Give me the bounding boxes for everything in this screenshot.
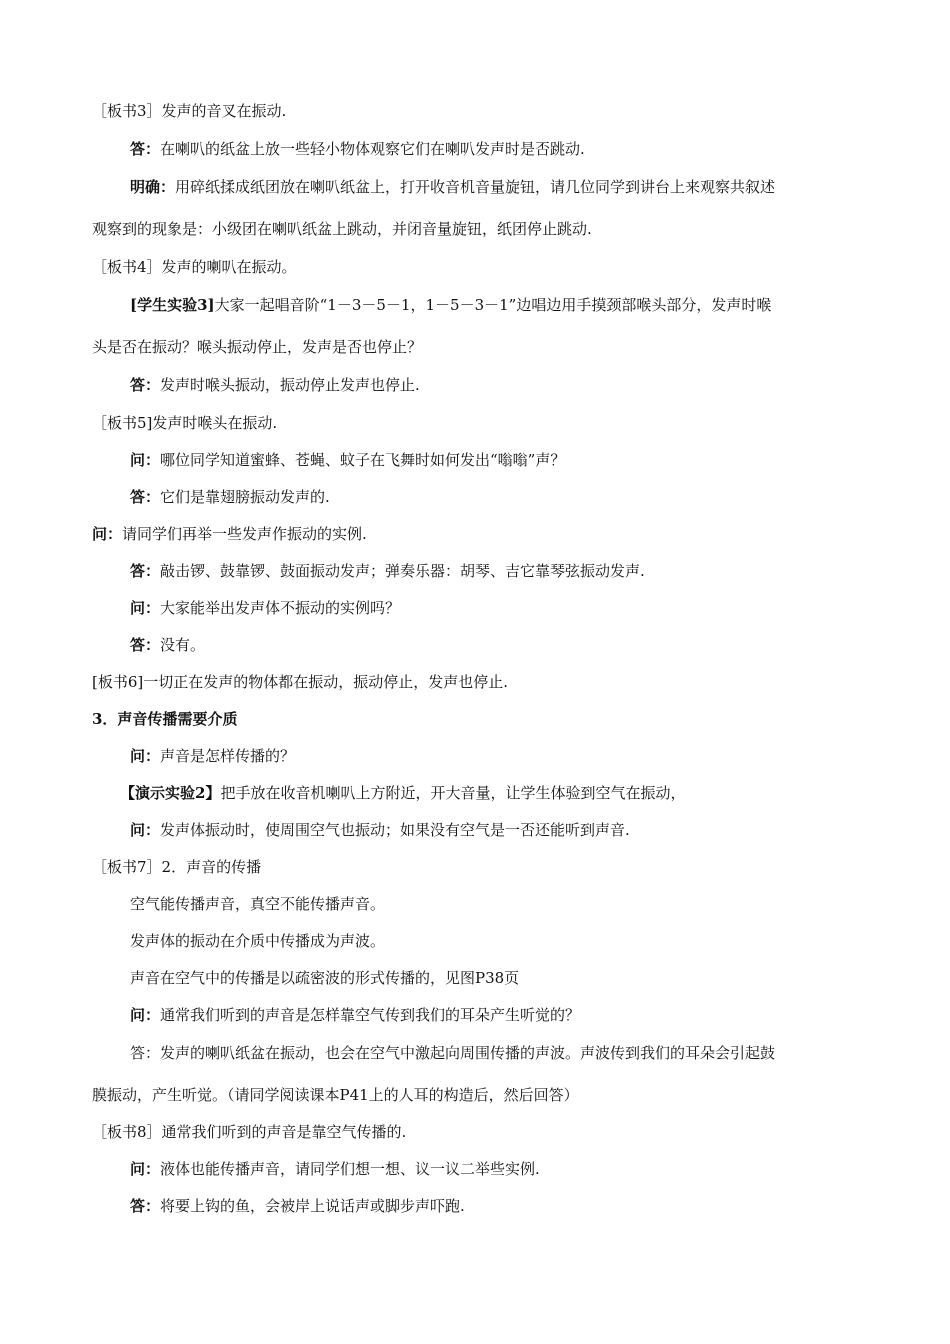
line-lead: 答： <box>130 488 161 506</box>
text-line <box>130 487 330 507</box>
text-line <box>130 1159 540 1179</box>
text-line <box>130 295 771 315</box>
line-text: 声音是怎样传播的？ <box>160 747 296 765</box>
text-line <box>92 857 261 877</box>
text-line <box>130 894 385 914</box>
line-text: 空气能传播声音，真空不能传播声音。 <box>130 895 386 913</box>
line-text: 声音在空气中的传播是以疏密波的形式传播的，见图P38页 <box>130 969 520 987</box>
text-line <box>130 598 400 618</box>
line-text: [板书6]一切正在发声的物体都在振动，振动停止，发声也停止. <box>92 673 509 691</box>
text-line <box>130 1196 465 1216</box>
line-text: ［板书8］通常我们听到的声音是靠空气传播的. <box>92 1123 407 1141</box>
line-text: 膜振动，产生听觉。（请同学阅读课本P41上的人耳的构造后，然后回答） <box>92 1086 579 1104</box>
text-line <box>130 561 645 581</box>
text-line <box>92 413 277 433</box>
line-lead: 3．声音传播需要介质 <box>92 710 238 728</box>
text-line <box>92 524 367 544</box>
line-text: 它们是靠翅膀振动发声的. <box>160 488 330 506</box>
line-text: 大家一起唱音阶“1－3－5－1，1－5－3－1”边唱边用手摸颈部喉头部分，发声时喉 <box>214 296 772 314</box>
line-text: 用碎纸揉成纸团放在喇叭纸盆上，打开收音机音量旋钮，请几位同学到讲台上来观察共叙述 <box>175 178 776 196</box>
text-line <box>130 968 519 988</box>
text-line <box>130 746 295 766</box>
line-lead: 答： <box>130 1197 161 1215</box>
line-lead: 问： <box>130 451 161 469</box>
text-line <box>92 672 508 692</box>
line-text: 发声体的振动在介质中传播成为声波。 <box>130 932 386 950</box>
text-line <box>130 139 585 159</box>
line-lead: 【演示实验2】 <box>120 784 221 802</box>
line-text: 通常我们听到的声音是怎样靠空气传到我们的耳朵产生听觉的？ <box>160 1006 581 1024</box>
line-lead: 问： <box>92 525 123 543</box>
line-lead: 明确： <box>130 178 176 196</box>
line-lead: 答： <box>130 376 161 394</box>
line-lead: 答： <box>130 562 161 580</box>
text-line <box>130 177 775 197</box>
line-lead: 答： <box>130 140 161 158</box>
line-text: 请同学们再举一些发声作振动的实例. <box>122 525 367 543</box>
line-text: 头是否在振动？喉头振动停止，发声是否也停止？ <box>92 338 423 356</box>
line-text: 大家能举出发声体不振动的实例吗？ <box>160 599 401 617</box>
text-line <box>92 257 297 277</box>
line-text: 观察到的现象是：小级团在喇叭纸盆上跳动，并闭音量旋钮，纸团停止跳动. <box>92 220 592 238</box>
line-text: ［板书4］发声的喇叭在振动。 <box>92 258 297 276</box>
text-line <box>130 1005 580 1025</box>
line-text: 敲击锣、鼓靠锣、鼓面振动发声；弹奏乐器：胡琴、吉它靠琴弦振动发声. <box>160 562 645 580</box>
line-text: 在喇叭的纸盆上放一些轻小物体观察它们在喇叭发声时是否跳动. <box>160 140 585 158</box>
line-text: 发声时喉头振动，振动停止发声也停止. <box>160 376 420 394</box>
text-line <box>92 337 422 357</box>
line-lead: [学生实验3] <box>130 296 215 314</box>
text-line <box>130 635 205 655</box>
text-line <box>92 1122 406 1142</box>
line-text: 发声体振动时，使周围空气也振动；如果没有空气是一否还能听到声音. <box>160 821 630 839</box>
line-text: 液体也能传播声音，请同学们想一想、议一议二举些实例. <box>160 1160 540 1178</box>
line-lead: 问： <box>130 599 161 617</box>
text-line <box>130 820 630 840</box>
line-text: 把手放在收音机喇叭上方附近，开大音量，让学生体验到空气在振动， <box>220 784 686 802</box>
line-text: 没有。 <box>160 636 206 654</box>
line-text: ［板书7］2．声音的传播 <box>92 858 262 876</box>
line-text: 哪位同学知道蜜蜂、苍蝇、蚊子在飞舞时如何发出“嗡嗡”声？ <box>160 451 566 469</box>
line-text: 将要上钩的鱼，会被岸上说话声或脚步声吓跑. <box>160 1197 465 1215</box>
text-line <box>92 101 286 121</box>
line-lead: 问： <box>130 747 161 765</box>
text-line <box>92 1085 579 1105</box>
line-lead: 问： <box>130 1006 161 1024</box>
line-lead: 问： <box>130 821 161 839</box>
text-line <box>92 219 592 239</box>
text-line <box>120 783 685 803</box>
section-heading <box>92 709 237 729</box>
line-text: ［板书5]发声时喉头在振动. <box>92 414 278 432</box>
text-line <box>130 450 565 470</box>
text-line <box>130 931 385 951</box>
text-line <box>130 375 420 395</box>
line-text: 答：发声的喇叭纸盆在振动，也会在空气中激起向周围传播的声波。声波传到我们的耳朵会引起鼓 <box>130 1044 776 1062</box>
line-lead: 问： <box>130 1160 161 1178</box>
line-text: ［板书3］发声的音叉在振动. <box>92 102 287 120</box>
text-line <box>130 1043 775 1063</box>
line-lead: 答： <box>130 636 161 654</box>
